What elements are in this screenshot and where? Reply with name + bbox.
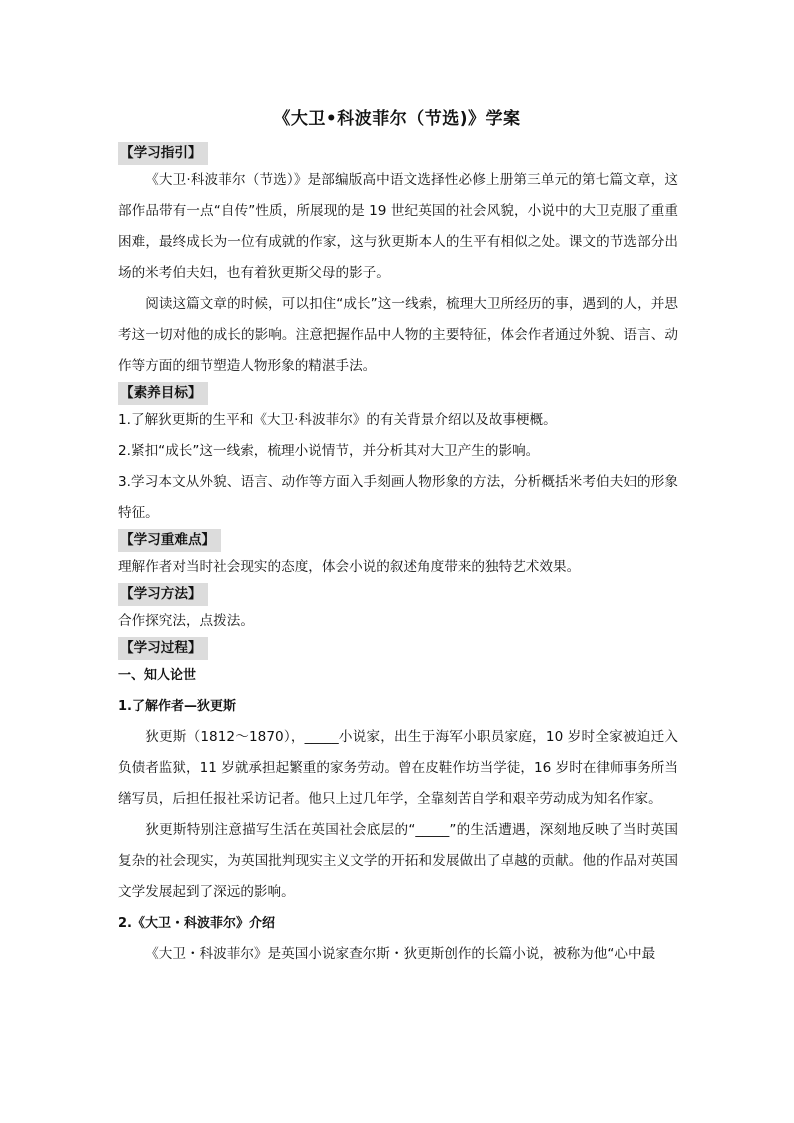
section-heading-method: 【学习方法】 xyxy=(118,583,208,606)
process-sub2-paragraph-1: 《大卫・科波菲尔》是英国小说家查尔斯・狄更斯创作的长篇小说，被称为他“心中最 xyxy=(145,946,656,962)
goal-item-3: 3.学习本文从外貌、语言、动作等方面入手刻画人物形象的方法，分析概括米考伯夫妇的形象特征。 xyxy=(118,474,678,521)
process-sub1-title: 1.了解作者—狄更斯 xyxy=(118,699,236,714)
document-body xyxy=(118,142,678,970)
goal-item-2: 2.紧扣“成长”这一线索，梳理小说情节，并分析其对大卫产生的影响。 xyxy=(118,443,540,459)
guide-paragraph-1: 《大卫·科波菲尔（节选）》是部编版高中语文选择性必修上册第三单元的第七篇文章，这部作品带有一点“自传”性质，所展现的是 19 世纪英国的社会风貌，小说中的大卫克服了重重困难，最终成长为一位有成就的作家，这与狄更斯本人的生平有相似之处。课文的节选部分出场的米考伯夫妇，也有着狄更斯父母的影子。 xyxy=(118,172,678,281)
process-part1-title: 一、知人论世 xyxy=(118,668,197,683)
goal-item-1: 1.了解狄更斯的生平和《大卫·科波菲尔》的有关背景介绍以及故事梗概。 xyxy=(118,412,557,428)
method-text: 合作探究法，点拨法。 xyxy=(118,613,254,629)
process-sub1-paragraph-1: 狄更斯（1812～1870），_____小说家，出生于海军小职员家庭，10 岁时全家被迫迁入负债者监狱，11 岁就承担起繁重的家务劳动。曾在皮鞋作坊当学徒，16 岁时在律师事务所当缮写员，后担任报社采访记者。他只上过几年学，全靠刻苦自学和艰辛劳动成为知名作家。 xyxy=(118,729,678,807)
section-heading-guide: 【学习指引】 xyxy=(118,142,208,165)
process-sub1-paragraph-2: 狄更斯特别注意描写生活在英国社会底层的“_____”的生活遭遇，深刻地反映了当时英国复杂的社会现实，为英国批判现实主义文学的开拓和发展做出了卓越的贡献。他的作品对英国文学发展起到了深远的影响。 xyxy=(118,822,678,900)
guide-paragraph-2: 阅读这篇文章的时候，可以扣住“成长”这一线索，梳理大卫所经历的事，遇到的人，并思考这一切对他的成长的影响。注意把握作品中人物的主要特征，体会作者通过外貌、语言、动作等方面的细节塑造人物形象的精湛手法。 xyxy=(118,296,678,374)
section-heading-process: 【学习过程】 xyxy=(118,637,208,660)
section-heading-goals: 【素养目标】 xyxy=(118,382,208,405)
key-points-text: 理解作者对当时社会现实的态度，体会小说的叙述角度带来的独特艺术效果。 xyxy=(118,559,581,575)
process-sub2-title: 2.《大卫・科波菲尔》介绍 xyxy=(118,916,275,931)
section-heading-key-points: 【学习重难点】 xyxy=(118,529,221,552)
document-title: 《大卫•科波菲尔（节选)》学案 xyxy=(273,109,521,129)
